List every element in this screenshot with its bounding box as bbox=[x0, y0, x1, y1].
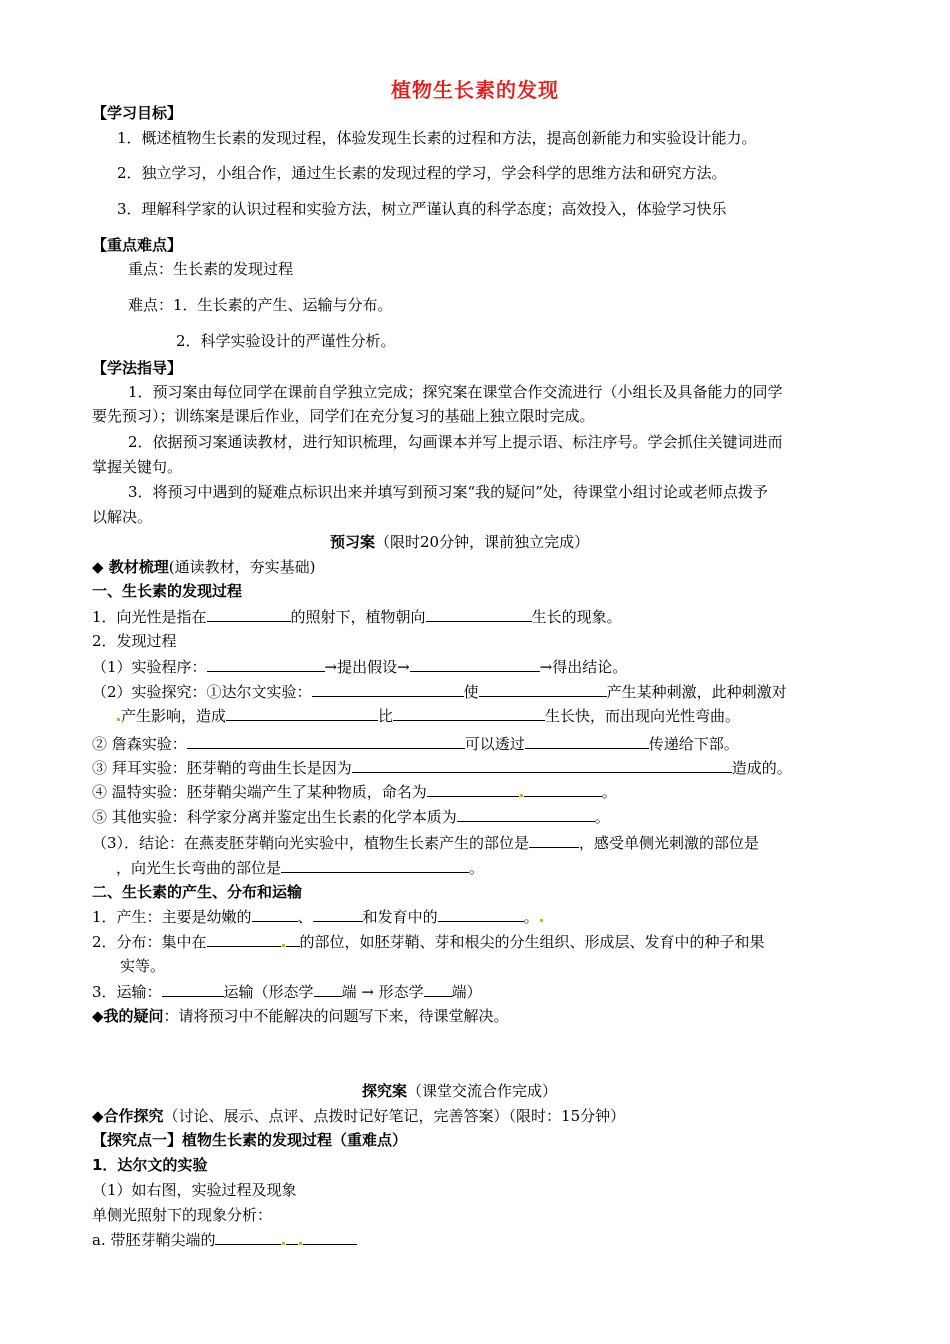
blank-field[interactable] bbox=[226, 705, 378, 721]
coop-explore bbox=[92, 1106, 625, 1126]
goal-item-3: 3．理解科学家的认识过程和实验方法，树立严谨认真的科学态度；高效投入，体验学习快乐 bbox=[117, 200, 727, 218]
blank-field[interactable] bbox=[303, 1229, 357, 1245]
coop-explore-bold: ◆合作探究 bbox=[92, 1107, 164, 1125]
darwin-experiment-heading: 1．达尔文的实验 bbox=[92, 1156, 208, 1174]
method-p1-line1: 1．预习案由每位同学在课前自学独立完成；探究案在课堂合作交流进行（小组长及具备能力的同学 bbox=[128, 383, 783, 401]
fill-line-other bbox=[92, 806, 610, 827]
fill-line-darwin-1 bbox=[92, 681, 787, 702]
text: （1）实验程序： bbox=[92, 658, 207, 676]
text: 端） bbox=[451, 983, 482, 1001]
marker-dot bbox=[282, 944, 285, 947]
text: ④ 温特实验：胚芽鞘尖端产生了某种物质，命名为 bbox=[92, 783, 427, 801]
text: ③ 拜耳实验：胚芽鞘的弯曲生长是因为 bbox=[92, 759, 352, 777]
text: 传递给下部。 bbox=[648, 735, 739, 753]
blank-field[interactable] bbox=[314, 981, 342, 997]
marker-dot bbox=[520, 794, 523, 797]
text: a. 带胚芽鞘尖端的 bbox=[92, 1231, 216, 1249]
fill-line-went bbox=[92, 781, 617, 802]
preview-title-rest: （限时20分钟，课前独立完成） bbox=[375, 533, 590, 551]
blank-field[interactable] bbox=[286, 1229, 298, 1245]
text: ，感受单侧光刺激的部位是 bbox=[579, 834, 760, 852]
section-2-heading: 二、生长素的产生、分布和运输 bbox=[92, 883, 303, 901]
text: →得出结论。 bbox=[539, 658, 628, 676]
textbook-sort-bold: ◆ 教材梳理 bbox=[92, 558, 169, 576]
marker-dot bbox=[117, 718, 120, 721]
text: 。 bbox=[601, 783, 617, 801]
blank-field[interactable] bbox=[524, 781, 602, 797]
blank-field[interactable] bbox=[313, 906, 363, 922]
text: 1．产生：主要是幼嫩的 bbox=[92, 908, 252, 926]
method-heading: 【学法指导】 bbox=[92, 359, 183, 377]
fill-line-produce bbox=[92, 906, 544, 927]
keypoint-hard-2: 2．科学实验设计的严谨性分析。 bbox=[176, 332, 396, 350]
method-p1-line2: 要先预习）；训练案是课后作业，同学们在充分复习的基础上独立限时完成。 bbox=[92, 407, 595, 425]
text: 。 bbox=[523, 908, 539, 926]
text: 2．分布：集中在 bbox=[92, 933, 207, 951]
blank-field[interactable] bbox=[162, 981, 224, 997]
text: （3）．结论：在燕麦胚芽鞘向光实验中，植物生长素产生的部位是 bbox=[92, 834, 530, 852]
blank-field[interactable] bbox=[207, 656, 325, 672]
my-questions-rest: ：请将预习中不能解决的问题写下来，待课堂解决。 bbox=[163, 1007, 509, 1025]
fill-line-darwin-2 bbox=[116, 705, 740, 726]
text: 的照射下，植物朝向 bbox=[290, 608, 426, 626]
blank-field[interactable] bbox=[352, 757, 732, 773]
blank-field[interactable] bbox=[281, 857, 469, 873]
explore-title-bold: 探究案 bbox=[362, 1082, 408, 1100]
method-p2-line2: 掌握关键句。 bbox=[92, 458, 183, 476]
keypoints-heading: 【重点难点】 bbox=[92, 236, 183, 254]
text: 可以透过 bbox=[464, 735, 525, 753]
my-questions-bold: ◆我的疑问 bbox=[92, 1007, 164, 1025]
blank-field[interactable] bbox=[410, 656, 540, 672]
text: 。 bbox=[469, 859, 485, 877]
blank-field[interactable] bbox=[393, 705, 545, 721]
experiment-process: （1）如右图，实验过程及现象 bbox=[92, 1181, 297, 1199]
method-p3-line2: 以解决。 bbox=[92, 508, 153, 526]
blank-field[interactable] bbox=[457, 806, 595, 822]
section-1-heading: 一、生长素的发现过程 bbox=[92, 582, 243, 600]
text: ，向光生长弯曲的部位是 bbox=[116, 859, 282, 877]
blank-field[interactable] bbox=[424, 981, 452, 997]
fill-line-1 bbox=[92, 606, 622, 627]
marker-dot bbox=[299, 1242, 302, 1245]
fill-line-conclusion-1 bbox=[92, 832, 759, 853]
blank-field[interactable] bbox=[426, 606, 532, 622]
blank-field[interactable] bbox=[438, 906, 524, 922]
blank-field[interactable] bbox=[529, 832, 579, 848]
page-title: 植物生长素的发现 bbox=[391, 78, 559, 102]
text: 造成的。 bbox=[731, 759, 792, 777]
goal-item-2: 2．独立学习，小组合作，通过生长素的发现过程的学习，学会科学的思维方法和研究方法。 bbox=[117, 164, 727, 182]
marker-dot bbox=[282, 1242, 285, 1245]
my-questions bbox=[92, 1006, 509, 1026]
text: 生长快，而出现向光性弯曲。 bbox=[545, 707, 741, 725]
blank-field[interactable] bbox=[215, 1229, 281, 1245]
text: ⑤ 其他实验：科学家分离并鉴定出生长素的化学本质为 bbox=[92, 808, 457, 826]
text: 运输（形态学 bbox=[223, 983, 314, 1001]
text: 比 bbox=[378, 707, 394, 725]
text: 产生某种刺激，此种刺激对 bbox=[606, 683, 787, 701]
fill-line-paal bbox=[92, 757, 792, 778]
textbook-sort bbox=[92, 557, 315, 577]
discovery-process: 2．发现过程 bbox=[92, 632, 177, 650]
blank-field[interactable] bbox=[312, 681, 464, 697]
coop-explore-rest: （讨论、展示、点评、点拨时记好笔记，完善答案）（限时：15分钟） bbox=[163, 1107, 626, 1125]
goal-item-1: 1．概述植物生长素的发现过程，体验发现生长素的过程和方法，提高创新能力和实验设计能力。 bbox=[117, 129, 757, 147]
fill-line-jensen bbox=[92, 733, 739, 754]
preview-title-bold: 预习案 bbox=[330, 533, 376, 551]
explore-title-rest: （课堂交流合作完成） bbox=[407, 1082, 558, 1100]
fill-line-procedure bbox=[92, 656, 627, 677]
text: →提出假设→ bbox=[324, 658, 410, 676]
text: 产生影响，造成 bbox=[121, 707, 227, 725]
text: 、 bbox=[297, 908, 313, 926]
method-p2-line1: 2．依据预习案通读教材，进行知识梳理，勾画课本并写上提示语、标注序号。学会抓住关键词进而 bbox=[128, 433, 783, 451]
text: ② 詹森实验： bbox=[92, 735, 187, 753]
blank-field[interactable] bbox=[252, 906, 298, 922]
preview-title bbox=[330, 532, 589, 552]
text: 。 bbox=[594, 808, 610, 826]
blank-field[interactable] bbox=[187, 733, 465, 749]
marker-dot bbox=[540, 919, 543, 922]
keypoint-hard-1: 难点：1．生长素的产生、运输与分布。 bbox=[128, 296, 393, 314]
blank-field[interactable] bbox=[479, 681, 607, 697]
fill-line-conclusion-2 bbox=[116, 857, 484, 878]
fill-line-distribution-2: 实等。 bbox=[120, 957, 166, 975]
text: 端 → 形态学 bbox=[341, 983, 424, 1001]
text: （2）实验探究：①达尔文实验： bbox=[92, 683, 312, 701]
text: 和发育中的 bbox=[362, 908, 438, 926]
method-p3-line1: 3．将预习中遇到的疑难点标识出来并填写到预习案“我的疑问”处，待课堂小组讨论或老师点拨予 bbox=[128, 483, 768, 501]
explore-title bbox=[362, 1081, 557, 1101]
goals-heading: 【学习目标】 bbox=[92, 104, 183, 122]
text: 3．运输： bbox=[92, 983, 162, 1001]
text: 生长的现象。 bbox=[531, 608, 622, 626]
phenomenon-analysis: 单侧光照射下的现象分析： bbox=[92, 1206, 273, 1224]
fill-line-tip bbox=[92, 1229, 357, 1250]
blank-field[interactable] bbox=[207, 606, 291, 622]
explore-point-1: 【探究点一】植物生长素的发现过程（重难点） bbox=[92, 1131, 408, 1149]
textbook-sort-rest: (通读教材，夯实基础) bbox=[168, 558, 316, 576]
text: 1．向光性是指在 bbox=[92, 608, 207, 626]
blank-field[interactable] bbox=[207, 931, 281, 947]
fill-line-distribution-1 bbox=[92, 931, 765, 952]
text: 使 bbox=[463, 683, 479, 701]
blank-field[interactable] bbox=[525, 733, 649, 749]
fill-line-transport bbox=[92, 981, 482, 1002]
blank-field[interactable] bbox=[286, 931, 300, 947]
blank-field[interactable] bbox=[427, 781, 519, 797]
text: 的部位，如胚芽鞘、芽和根尖的分生组织、形成层、发育中的种子和果 bbox=[299, 933, 765, 951]
keypoint-key: 重点：生长素的发现过程 bbox=[128, 260, 294, 278]
